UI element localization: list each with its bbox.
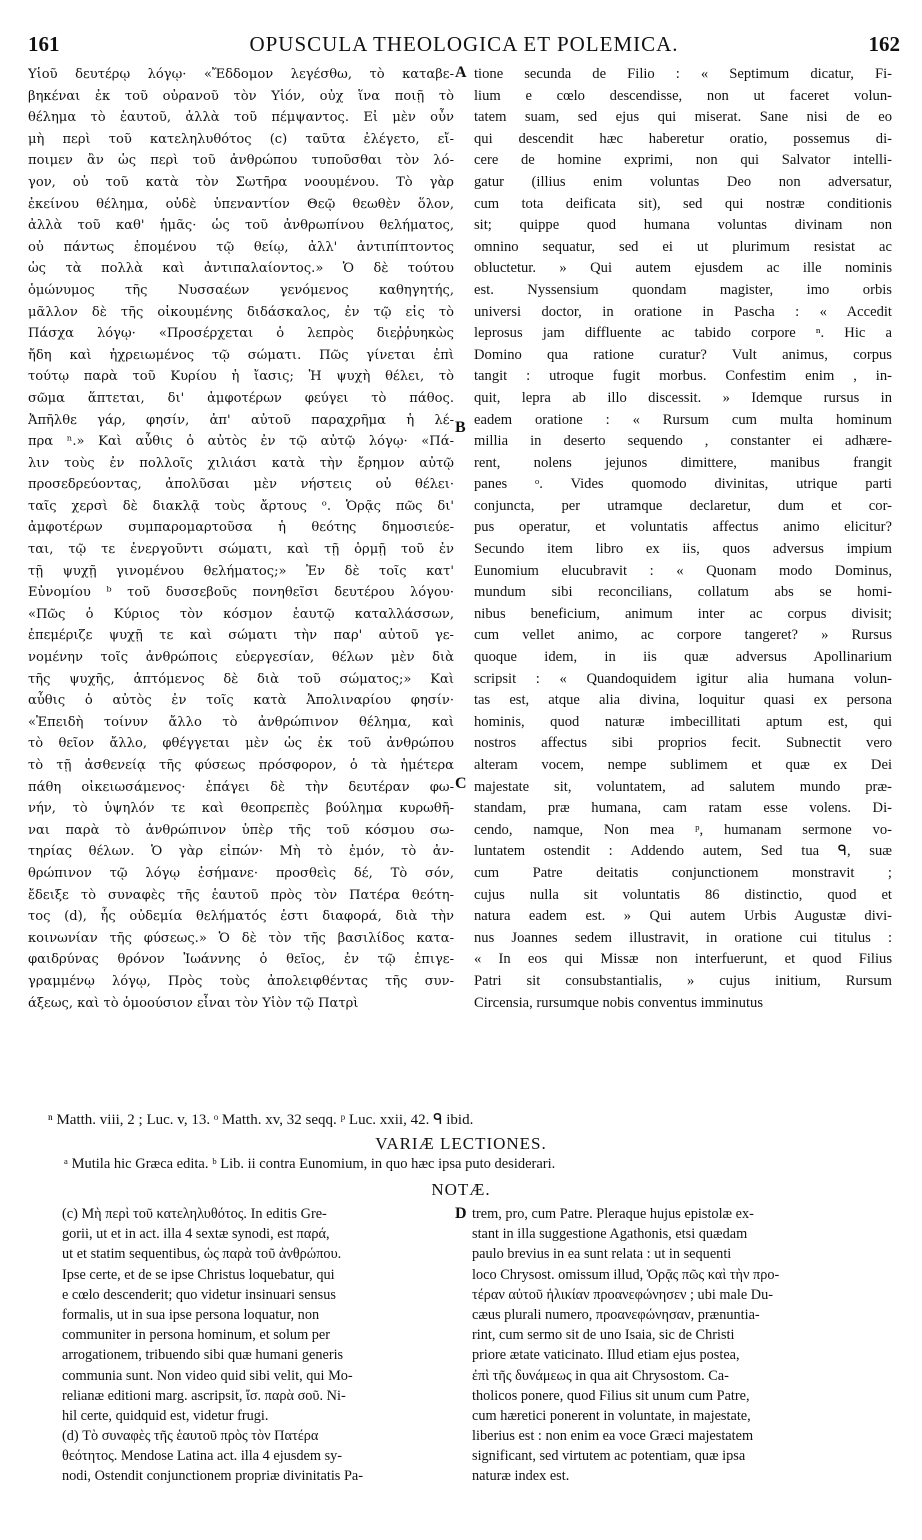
latin-text-line: cum vellet animo, ac corpore tangeret? » Rursus xyxy=(474,627,892,644)
note-line: cum hæretici ponerent in voluntate, in majestate, xyxy=(472,1407,751,1424)
note-line: θεότητος. Mendose Latina act. illa 4 ejusdem sy- xyxy=(62,1448,343,1465)
running-header xyxy=(28,32,900,62)
variae-title: VARIÆ LECTIONES. xyxy=(375,1134,547,1153)
latin-text-line: universi doctor, in oratione in Pascha : « Accedit xyxy=(474,303,892,320)
latin-text-line: Domino qua ratione curatur? Vult animus, corpus xyxy=(474,346,892,363)
latin-text-line: cere de homine exprimi, non qui Salvator intelli- xyxy=(474,152,892,169)
latin-text-line: est. Nyssensium quondam magister, imo orbis xyxy=(474,281,892,298)
notes-left-column xyxy=(62,1204,452,1487)
latin-text-line: nus Joannes sedem illustravit, in oratione cui titulus : xyxy=(474,929,892,946)
margin-marker-c: C xyxy=(455,775,467,792)
note-line: paulo brevius in ea sunt relata : ut in sequenti xyxy=(472,1246,732,1263)
greek-text-line: ἐκείνου θέλημα, οὐδὲ ὑπεναντίον Θεῷ θεωθὲν ὅλον, xyxy=(28,196,454,212)
greek-text-line: τῇ ψυχῇ γινομένου θελήματος;» Ἐν δὲ τοῖς κατ' xyxy=(28,563,454,579)
latin-text-line: tangit : utroque fugit morbus. Confestim enim , in- xyxy=(474,368,892,385)
latin-text-line: omnino sequatur, sed ei ut plurimum resistat ac xyxy=(474,238,892,255)
greek-text-line: οὐ πάντως ἑπομένου τῷ θείῳ, ἀλλ' ἀντιπίπτοντος xyxy=(28,239,454,255)
greek-text-line: ναι παρὰ τὸ ἀνθρώπινον ὑπὲρ τῆς τοῦ κόσμου σω- xyxy=(28,822,454,838)
note-line: rint, cum sermo sit de uno Isaia, sic de Christi xyxy=(472,1327,735,1344)
latin-text-line: pus operatur, et voluntatis affectus animo elicitur? xyxy=(474,519,892,536)
greek-text-line: ἔδειξε τὸ συναφὲς τῆς ἑαυτοῦ πρὸς τὸν Πατέρα θεότη- xyxy=(28,887,454,903)
note-line: gorii, ut et in act. illa 4 sextæ synodi, est παρά, xyxy=(62,1226,330,1243)
latin-text-line: Secundo item libro ex iis, quos adversus impium xyxy=(474,541,892,558)
greek-text-line: λιν τοὺς ἐν πολλοῖς χιλιάσι κατὰ τὴν ἔρημον αὐτῷ xyxy=(28,455,454,471)
page-number-left: 161 xyxy=(28,32,60,56)
note-line: naturæ index est. xyxy=(472,1468,570,1485)
greek-text-line: ται, τῷ τε ἐνεργοῦντι σώματι, καὶ τῇ ὁρμῇ τοῦ ἐν xyxy=(28,542,454,558)
greek-text-line: ἀλλὰ τοῦ καθ' ἡμᾶς· ὡς τοῦ ἀνθρωπίνου θελήματος, xyxy=(28,218,454,234)
notae-title: NOTÆ. xyxy=(431,1180,491,1199)
greek-text-line: σῶμα ἅπτεται, δι' ἀμφοτέρων φεύγει τὸ πάθος. xyxy=(28,390,454,406)
latin-text-line: cum Patre deitatis conjunctionem monstravit ; xyxy=(474,864,892,881)
latin-text-line: nibus beneficium, animum inter ac corpus divisit; xyxy=(474,605,892,622)
greek-text-line: «Πῶς ὁ Κύριος τὸν κόσμον ἑαυτῷ καταλλάσσων, xyxy=(28,606,454,622)
latin-text-line: obluctetur. » Qui autem ejusdem ac ille nominis xyxy=(474,260,892,277)
latin-text-line: Circensia, rursumque nobis conventus imminutus xyxy=(474,994,764,1011)
note-line: τέραν αὐτοῦ ἡλικίαν προανεφώνησεν ; ubi male Du- xyxy=(472,1286,773,1303)
greek-text-line: τηρίας θέλων. Ὁ γὰρ εἰπών· Μὴ τὸ ἐμόν, τὸ ἀν- xyxy=(28,844,454,860)
latin-text-line: « In eos qui Missæ non interfuerunt, et quod Filius xyxy=(474,951,892,968)
latin-text-line: natura eadem est. » Qui autem Urbis Augustæ divi- xyxy=(474,908,892,925)
note-line: liberius est : non enim ea voce Græci majestatem xyxy=(472,1428,754,1445)
latin-text-line: Patri sit consubstantialis, » cujus initium, Rursum xyxy=(474,972,892,989)
latin-text-line: tas est, atque alia divina, loquitur quasi ex persona xyxy=(474,692,892,709)
latin-text-line: mundum sibi reconcilians, collatum abs se homi- xyxy=(474,584,892,601)
greek-text-line: νομένην τοῖς ἀνθρώποις εὐεργεσίαν, θέλων μὲν διὰ xyxy=(28,650,454,666)
latin-text-line: cum tota deificata sit), sed qui nostræ conditionis xyxy=(474,195,892,212)
margin-marker-b: B xyxy=(455,419,466,436)
greek-text-line: τος (d), ἧς οὐδεμία θελήματός ἐστι διαφορά, διὰ τὴν xyxy=(28,909,454,925)
greek-text-line: άξεως, καὶ τὸ ὁμοούσιον εἶναι τὸν Υἱὸν τῷ Πατρὶ xyxy=(28,995,359,1011)
greek-text-line: πρα ⁿ.» Καὶ αὖθις ὁ αὐτὸς ἐν τῷ αὐτῷ λόγῳ· «Πά- xyxy=(28,434,454,450)
greek-text-line: ἀμφοτέρων συμπαρομαρτοῦσα ἡ θεότης δημοσιεύε- xyxy=(28,520,454,536)
note-line: relianæ editioni marg. ascripsit, ἴσ. παρὰ σοῦ. Ni- xyxy=(62,1387,346,1404)
latin-text-line: Eunomium elucubravit : « Quonam modo Dominus, xyxy=(474,562,892,579)
greek-text-line: Εὐνομίου ᵇ τοῦ δυσσεβοῦς πονηθεῖσι δευτέρου λόγου· xyxy=(28,585,454,601)
greek-text-line: Ἀπῆλθε γάρ, φησίν, ἀπ' αὐτοῦ παραχρῆμα ἡ λέ- xyxy=(28,412,454,428)
greek-text-line: ὡς τὰ πολλὰ καὶ ἀντιπαλαίοντος.» Ὁ δὲ τούτου xyxy=(28,261,454,277)
greek-text-line: πάθη οἰκειωσάμενος· ἐπάγει δὲ τὴν δευτέραν φω- xyxy=(28,779,454,795)
page-title: OPUSCULA THEOLOGICA ET POLEMICA. xyxy=(249,32,679,56)
greek-text-line: τῆς ψυχῆς, ἁπτόμενος δὲ διὰ τοῦ σώματος;» Καὶ xyxy=(28,671,454,687)
greek-text-line: κοινωνίαν τῆς φύσεως.» Ὁ δὲ τὸν τῆς βασιλίδος κατα- xyxy=(28,930,454,946)
latin-text-line: hominis, quod naturæ imbecillitati aptum est, qui xyxy=(474,713,892,730)
latin-text-line: tione secunda de Filio : « Septimum dicatur, Fi- xyxy=(474,66,892,82)
note-line: formalis, ut in sua ipse persona loquatur, non xyxy=(62,1306,320,1323)
latin-text-line: tatem suam, sed ejus qui miserat. Sane nisi de eo xyxy=(474,109,892,126)
note-line: (c) Μὴ περὶ τοῦ κατεληλυθότος. In editis Gre- xyxy=(62,1206,327,1222)
latin-text-line: millia in deserto sequendo , constanter ei adhære- xyxy=(474,433,892,450)
latin-text-line: qui descendit hæc haberetur oratio, possemus di- xyxy=(474,130,892,147)
greek-text-line: θέλημα τὸ ἑαυτοῦ, ἀλλὰ τοῦ πέμψαντος. Εἰ μὲν οὖν xyxy=(28,110,454,126)
latin-text-line: luntatem ostendit : Addendo autem, Sed tua ᑫ, suæ xyxy=(474,843,892,860)
greek-text-line: ταῖς χερσὶ δὲ διακλᾷ τοὺς ἄρτους ᵒ. Ὁρᾷς πῶς δι' xyxy=(28,498,454,514)
greek-text-line: βηκέναι ἐκ τοῦ οὐρανοῦ τὸν Υἱόν, οὐχ ἵνα ποιῇ τὸ xyxy=(28,88,454,104)
greek-text-line: αὖθις ὁ αὐτὸς ἐν τοῖς κατὰ Ἀπολιναρίου φησίν· xyxy=(28,693,454,709)
greek-text-line: τὸ θεῖον ἄλλο, φθέγγεται μὲν ὡς ἐκ τοῦ ἀνθρώπου xyxy=(28,736,454,752)
latin-text-line: scripsit : « Quandoquidem igitur alia humana volun- xyxy=(474,670,892,687)
latin-text-line: sit; quippe quod humana voluntas divinam non xyxy=(474,217,892,234)
page-number-right: 162 xyxy=(868,32,900,56)
greek-text-line: ἤδη καὶ ἠχρειωμένος τῷ σώματι. Πῶς γίνεται ἐπὶ xyxy=(28,347,454,363)
latin-text-line: gatur (illius enim voluntas Deo non adversatur, xyxy=(474,173,892,190)
latin-text-line: leprosus jam diffluente ac tabido corpore ⁿ. Hic a xyxy=(474,325,892,342)
greek-text-line: Υἱοῦ δευτέρῳ λόγῳ· «Ἔδδομον λεγέσθω, τὸ καταβε- xyxy=(28,67,454,82)
scripture-references: ⁿ Matth. viii, 2 ; Luc. v, 13. ᵒ Matth. xv, 32 seqq. ᵖ Luc. xxii, 42. ᑫ ibid. xyxy=(48,1112,474,1128)
note-line: significant, sed virtutem ac potentiam, quæ ipsa xyxy=(472,1448,746,1465)
note-line: cæus plurali numero, προανεφώνησαν, prænuntia- xyxy=(472,1306,760,1323)
greek-text-line: προσεδρεύοντας, ἀπολῦσαι μὲν νήστεις οὐ θέλει· xyxy=(28,477,454,493)
latin-text-line: eadem oratione : « Rursum cum multa hominum xyxy=(474,411,892,428)
greek-text-line: θρώπινον τῷ λόγῳ ἐσήμανε· προσθεὶς δέ, Τὸ σόν, xyxy=(28,865,454,881)
note-line: e cœlo descenderit; quo videtur insinuari sensus xyxy=(62,1286,336,1303)
greek-text-line: ἐπεμέριζε ψυχῇ τε καὶ σώματι τὴν παρ' αὐτοῦ γε- xyxy=(28,628,454,644)
greek-column xyxy=(28,64,454,1014)
greek-text-line: μᾶλλον δὲ τῆς οἰκουμένης διδάσκαλος, ἐν τῷ εἰς τὸ xyxy=(28,304,454,320)
notes-right-column xyxy=(472,1204,896,1487)
latin-text-line: rent, nolens jejunos dimittere, manibus frangit xyxy=(474,454,892,471)
note-line: stant in illa suggestione Agathonis, etsi quædam xyxy=(472,1226,748,1243)
note-line: Ipse certe, et de se ipse Christus loquebatur, qui xyxy=(62,1266,335,1283)
greek-text-line: γον, οὐ τοῦ κατὰ τὸν Σωτῆρα νοουμένου. Τὸ γὰρ xyxy=(28,174,454,190)
margin-marker-d: D xyxy=(455,1205,467,1222)
latin-text-line: cujus nulla sit voluntatis 86 distinctio, quod et xyxy=(474,886,892,903)
greek-text-line: φαιδρύνας θρόνον Ἰωάννης ὁ θεῖος, ἐν τῷ ἐπιγε- xyxy=(28,952,454,968)
greek-text-line: ποιμεν ἂν ὡς περὶ τοῦ ἀνθρώπου τυποῦσθαι τὸν λό- xyxy=(28,153,454,169)
greek-text-line: ὁμώνυμος τῆς Νυσσαέων γενόμενος καθηγητής, xyxy=(28,282,454,298)
latin-text-line: quit, lepra ab illo discessit. » Idemque rursus in xyxy=(474,389,892,406)
note-line: ἐπὶ τῆς δυνάμεως in qua ait Chrysostom. Ca- xyxy=(472,1367,729,1384)
greek-text-line: τούτῳ παρὰ τοῦ Κυρίου ἡ ἴασις; Ἡ ψυχὴ θέλει, τὸ xyxy=(28,369,454,385)
note-line: nodi, Ostendit conjunctionem propriæ divinitatis Pa- xyxy=(62,1468,363,1485)
latin-text-line: lium e cœlo descendisse, non ut faceret volun- xyxy=(474,87,892,104)
greek-text-line: Πάσχα λόγῳ· «Προσέρχεται ὁ λεπρὸς διεῤῥυηκὼς xyxy=(28,326,454,342)
note-line: communiter in persona hominum, et solum per xyxy=(62,1327,331,1344)
latin-text-line: panes ᵒ. Vides quomodo divinitas, utrique parti xyxy=(474,476,892,493)
note-line: (d) Τὸ συναφὲς τῆς ἑαυτοῦ πρὸς τὸν Πατέρα xyxy=(62,1428,319,1445)
latin-text-line: standam, præ humana, cam ratam esse volens. Di- xyxy=(474,800,892,817)
latin-text-line: alteram vocem, nempe sublimem et quæ ex Dei xyxy=(474,757,892,773)
note-line: communia sunt. Non video quid sibi velit, qui Mo- xyxy=(62,1367,353,1384)
latin-text-line: quoque idem, in iis quæ adversus Apollinarium xyxy=(474,649,892,666)
latin-text-line: cendo, namque, Non mea ᵖ, humanam sermone vo- xyxy=(474,821,892,838)
latin-text-line: nostros affectus sibi proprios fecit. Subnectit vero xyxy=(474,735,892,752)
greek-text-line: νήν, τὸ ὑψηλόν τε καὶ θεοπρεπὲς βούλημα κυρωθῆ- xyxy=(28,801,454,817)
greek-text-line: «Ἐπειδὴ τοίνυν ἄλλο τὸ ἀνθρώπινον θέλημα, καὶ xyxy=(28,714,454,730)
note-line: loco Chrysost. omissum illud, Ὁρᾷς πῶς καὶ τὴν προ- xyxy=(472,1266,780,1283)
note-line: hil certe, quidquid est, videtur frugi. xyxy=(62,1407,269,1424)
note-line: trem, pro, cum Patre. Pleraque hujus epistolæ ex- xyxy=(472,1206,754,1222)
note-line: tholicos ponere, quod Filius sit unum cum Patre, xyxy=(472,1387,750,1404)
note-line: priore ætate vaticinato. Illud etiam ejus postea, xyxy=(472,1347,740,1364)
variae-text: ᵃ Mutila hic Græca edita. ᵇ Lib. ii contra Eunomium, in quo hæc ipsa puto desiderari. xyxy=(64,1156,556,1172)
greek-text-line: γραμμένῳ λόγῳ, Πρὸς τοὺς ἀπολειφθέντας τῆς συν- xyxy=(28,973,454,989)
note-line: arrogationem, tribuendo sibi quæ humani generis xyxy=(62,1347,344,1364)
latin-column xyxy=(474,64,892,1014)
greek-text-line: μὴ περὶ τοῦ κατεληλυθότος (c) ταῦτα ἐλέγετο, εἴ- xyxy=(28,131,454,147)
latin-text-line: majestate sit, voluntatem, ad salutem mundo præ- xyxy=(474,778,892,795)
margin-marker-a: A xyxy=(455,64,467,81)
greek-text-line: τὸ τῇ ἀσθενείᾳ τῆς φύσεως πρόσφορον, ὁ τὰ ἡμέτερα xyxy=(28,758,454,773)
note-line: ut et statim sequentibus, ὡς παρὰ τοῦ ἀνθρώπου. xyxy=(62,1246,342,1263)
latin-text-line: conjuncta, per utramque declaretur, dum et cor- xyxy=(474,497,892,514)
